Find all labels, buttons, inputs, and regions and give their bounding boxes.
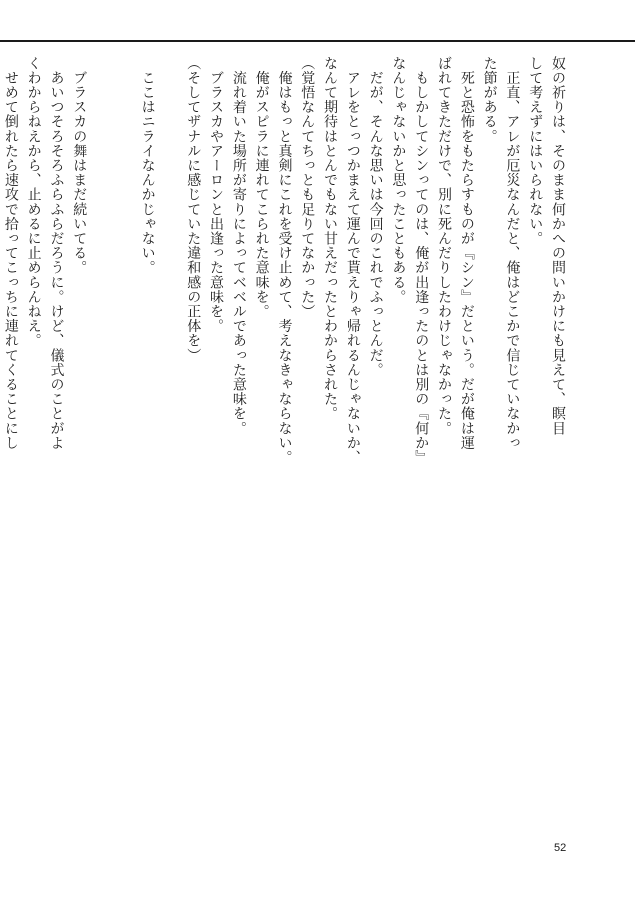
text-line: （覚悟なんてちっとも足りてなかった） [299,56,316,319]
blank-line [95,56,109,57]
text-line: アレをとっつかまえて運んで貰えりゃ帰れるんじゃないか、 [344,56,361,465]
text-line: 奴の祈りは、そのまま何かへの問いかけにも見えて、瞑目 [550,56,566,436]
text-line: 流れ着いた場所が寄りによってベベルであった意味を。 [230,56,247,436]
text-line: せめて倒れたら速攻で拾ってこっちに連れてくることにし [2,56,19,451]
blank-line [163,56,177,57]
text-line: だが、そんな思いは今回のこれでふっとんだ。 [367,56,384,378]
text-line: 俺はもっと真剣にこれを受け止めて、考えなきゃならない。 [276,56,293,465]
text-line: もしかしてシンってのは、俺が出逢ったのとは別の『何か』 [413,56,430,465]
text-line: 俺がスピラに連れてこられた意味を。 [253,56,270,319]
text-line: （そしてザナルに感じていた違和感の正体を） [185,56,202,363]
text-line: なんて期待はとんでもない甘えだったとわからされた。 [322,56,339,421]
text-line: 死と恐怖をもたらすものが『シン』だという。だが俺は運 [458,56,475,451]
text-line: くわからねえから、止めるに止めらんねえ。 [25,56,42,348]
text-line: あいつそろそろふらふらだろうに。けど、儀式のことがよ [48,56,65,451]
text-line: ばれてきただけで、別に死んだりしたわけじゃなかった。 [436,56,453,436]
header-rule [0,40,635,42]
text-line: ここはニライなんかじゃない。 [139,56,156,275]
text-line: して考えずにはいられない。 [527,56,544,246]
text-line: なんじゃないかと思ったこともある。 [390,56,407,305]
text-line: た節がある。 [481,56,498,144]
vertical-text-body [0,56,565,656]
text-line: 正直、アレが厄災なんだと、俺はどこかで信じていなかっ [504,56,521,451]
text-line: ブラスカやアーロンと出逢った意味を。 [208,56,225,334]
page-number: 52 [554,842,567,854]
text-line: ブラスカの舞はまだ続いてる。 [71,56,88,275]
blank-line [118,56,132,57]
